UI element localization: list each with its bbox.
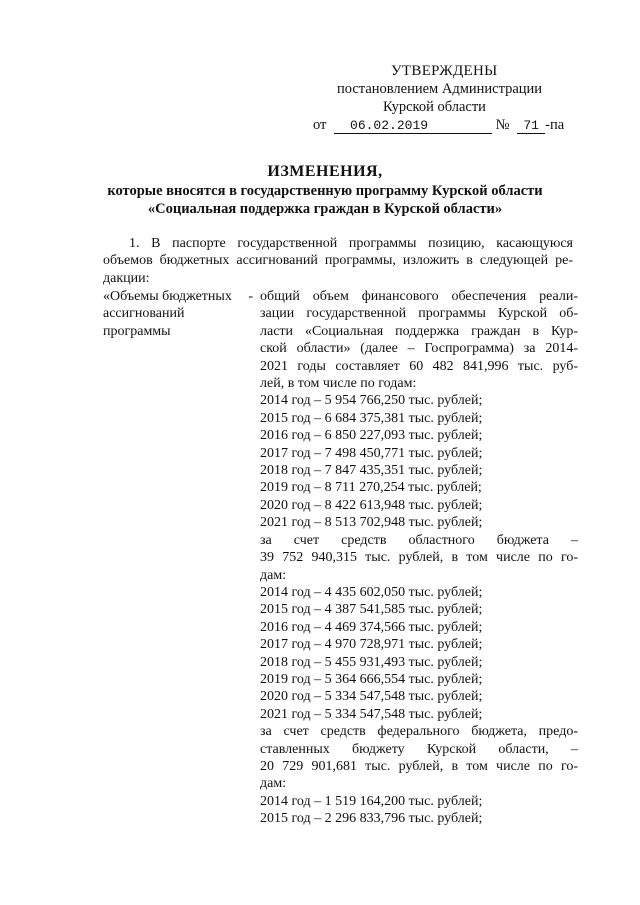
position-label bbox=[103, 288, 253, 340]
funding-year-line: 2014 год – 1 519 164,200 тыс. рублей; bbox=[260, 793, 483, 809]
funding-federal-by-year bbox=[260, 793, 578, 828]
funding-text-line: за счет средств областного бюджета – bbox=[260, 532, 578, 548]
number-suffix: -па bbox=[545, 117, 565, 133]
funding-text-line: ласти «Социальная поддержка граждан в Кур- bbox=[260, 323, 578, 339]
funding-regional-block bbox=[260, 532, 578, 584]
funding-year-line: 2020 год – 5 334 547,548 тыс. рублей; bbox=[260, 689, 483, 705]
funding-year-line: 2019 год – 5 364 666,554 тыс. рублей; bbox=[260, 671, 483, 687]
funding-text-line: 2021 годы составляет 60 482 841,996 тыс. руб- bbox=[260, 358, 578, 374]
funding-year-line: 2017 год – 7 498 450,771 тыс. рублей; bbox=[260, 445, 483, 461]
funding-text-line: ской области» (далее – Госпрограмма) за 2014- bbox=[260, 341, 578, 357]
approval-number: 71 bbox=[517, 118, 545, 134]
approval-stamp bbox=[305, 62, 585, 134]
position-label-line bbox=[103, 288, 253, 305]
funding-year-line: 2014 год – 4 435 602,050 тыс. рублей; bbox=[260, 584, 483, 600]
funding-year-line: 2016 год – 6 850 227,093 тыс. рублей; bbox=[260, 428, 483, 444]
document-title: ИЗМЕНЕНИЯ, bbox=[267, 163, 383, 180]
approval-decree-line: постановлением Администрации bbox=[337, 81, 543, 97]
intro-line: объемов бюджетных ассигнований программы, изложить в следующей ре- bbox=[103, 253, 573, 269]
funding-text-line: дам: bbox=[260, 567, 287, 583]
funding-year-line: 2016 год – 4 469 374,566 тыс. рублей; bbox=[260, 619, 483, 635]
funding-year-line: 2021 год – 5 334 547,548 тыс. рублей; bbox=[260, 706, 483, 722]
funding-text-line: общий объем финансового обеспечения реали- bbox=[260, 289, 578, 304]
position-label-dash: - bbox=[248, 289, 253, 304]
funding-total-by-year bbox=[260, 392, 578, 531]
funding-text-line: 20 729 901,681 тыс. рублей, в том числе по го- bbox=[260, 758, 578, 774]
funding-text-line: лей, в том числе по годам: bbox=[260, 376, 417, 392]
funding-total-block bbox=[260, 288, 578, 392]
funding-federal-block bbox=[260, 723, 578, 793]
from-label: от bbox=[313, 117, 327, 133]
funding-text-line: 39 752 940,315 тыс. рублей, в том числе по го- bbox=[260, 550, 578, 566]
funding-year-line: 2015 год – 4 387 541,585 тыс. рублей; bbox=[260, 602, 483, 618]
funding-text-line: ставленных бюджету Курской области, – bbox=[260, 741, 578, 757]
funding-year-line: 2021 год – 8 513 702,948 тыс. рублей; bbox=[260, 515, 483, 531]
funding-year-line: 2018 год – 7 847 435,351 тыс. рублей; bbox=[260, 463, 483, 479]
position-label-line: ассигнований bbox=[103, 306, 185, 322]
position-label-line: программы bbox=[103, 323, 171, 339]
funding-regional-by-year bbox=[260, 584, 578, 723]
intro-paragraph bbox=[103, 235, 573, 287]
funding-text-line: зации государственной программы Курской об- bbox=[260, 306, 578, 322]
approval-title: УТВЕРЖДЕНЫ bbox=[391, 63, 498, 79]
funding-year-line: 2019 год – 8 711 270,254 тыс. рублей; bbox=[260, 480, 482, 496]
approval-date-number-line bbox=[313, 116, 585, 134]
funding-year-line: 2018 год – 5 455 931,493 тыс. рублей; bbox=[260, 654, 483, 670]
funding-text-line: за счет средств федерального бюджета, предо- bbox=[260, 724, 578, 740]
document-subtitle-line1: которые вносятся в государственную программу Курской области bbox=[107, 183, 543, 199]
funding-year-line: 2014 год – 5 954 766,250 тыс. рублей; bbox=[260, 393, 483, 409]
approval-date: 06.02.2019 bbox=[334, 118, 492, 134]
approval-region-line: Курской области bbox=[383, 99, 486, 115]
funding-year-line: 2015 год – 2 296 833,796 тыс. рублей; bbox=[260, 811, 483, 827]
number-label: № bbox=[495, 117, 510, 133]
funding-year-line: 2015 год – 6 684 375,381 тыс. рублей; bbox=[260, 410, 483, 426]
funding-year-line: 2020 год – 8 422 613,948 тыс. рублей; bbox=[260, 497, 483, 513]
funding-text-line: дам: bbox=[260, 776, 287, 792]
document-subtitle-line2: «Социальная поддержка граждан в Курской области» bbox=[147, 201, 503, 217]
intro-line: дакции: bbox=[103, 270, 150, 286]
intro-line: 1. В паспорте государственной программы позицию, касающуюся bbox=[129, 236, 573, 251]
funding-year-line: 2017 год – 4 970 728,971 тыс. рублей; bbox=[260, 637, 483, 653]
funding-description bbox=[260, 288, 578, 828]
position-label-text: «Объемы бюджетных bbox=[103, 289, 232, 304]
